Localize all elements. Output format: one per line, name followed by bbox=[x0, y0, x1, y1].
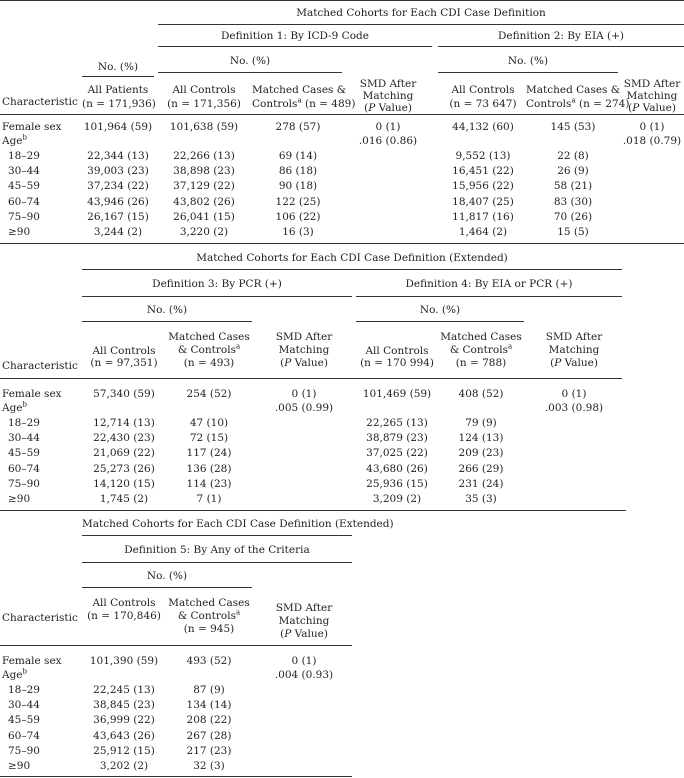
cell: 14,120 (15) bbox=[93, 477, 155, 490]
cell: 25,273 (26) bbox=[93, 462, 155, 475]
cell: 3,202 (2) bbox=[99, 760, 149, 772]
age-group-label: 60–74 bbox=[8, 729, 40, 742]
cell: 217 (23) bbox=[186, 744, 232, 757]
age-group-label: 60–74 bbox=[8, 462, 40, 475]
rule bbox=[82, 587, 252, 588]
col-header: Controls$^a$ (n = 489) bbox=[252, 96, 356, 110]
cell: 38,845 (23) bbox=[93, 699, 155, 712]
col-n: (n = 171,356) bbox=[167, 98, 241, 110]
cell: 47 (10) bbox=[189, 417, 229, 429]
cell: 72 (15) bbox=[189, 432, 229, 445]
cell: 208 (22) bbox=[186, 714, 232, 727]
col-header: All Controls bbox=[451, 84, 515, 96]
cell: 43,802 (26) bbox=[173, 195, 235, 208]
col-header: Matched Cases bbox=[440, 331, 522, 343]
cell: 44,132 (60) bbox=[452, 121, 514, 133]
col-n: (n = 945) bbox=[183, 623, 235, 635]
age-group-label: 60–74 bbox=[8, 195, 40, 208]
cell: 43,946 (26) bbox=[87, 195, 149, 208]
cell: 25,912 (15) bbox=[93, 744, 155, 757]
cell: 83 (30) bbox=[553, 195, 593, 208]
cell: 37,129 (22) bbox=[173, 180, 235, 193]
cell: 22,430 (23) bbox=[93, 432, 155, 445]
cell: 0 (1) bbox=[639, 121, 665, 133]
rule bbox=[82, 562, 352, 563]
cell: 114 (23) bbox=[186, 477, 232, 490]
rule bbox=[158, 24, 684, 25]
rule bbox=[356, 321, 524, 322]
col-n: (n = 788) bbox=[455, 357, 507, 369]
cell: 69 (14) bbox=[278, 150, 318, 162]
cell: 38,879 (23) bbox=[366, 432, 428, 445]
cell: 1,464 (2) bbox=[458, 226, 508, 238]
rule bbox=[438, 46, 684, 47]
no-pct-label: No. (%) bbox=[229, 55, 271, 67]
cell: 231 (24) bbox=[458, 477, 504, 490]
col-header: All Controls bbox=[365, 345, 429, 357]
cell: 408 (52) bbox=[458, 388, 504, 400]
cell: 493 (52) bbox=[186, 655, 232, 667]
characteristic-header: Characteristic bbox=[2, 360, 78, 372]
smd-header: SMD After bbox=[545, 331, 603, 343]
rule bbox=[82, 269, 622, 270]
cell: 15 (5) bbox=[557, 226, 589, 238]
cell: 12,714 (13) bbox=[93, 417, 155, 429]
rule bbox=[0, 243, 684, 244]
rule bbox=[82, 296, 352, 297]
cell: 70 (26) bbox=[553, 210, 593, 223]
cell: 106 (22) bbox=[275, 210, 321, 223]
characteristic-header: Characteristic bbox=[2, 96, 78, 108]
cell: .004 (0.93) bbox=[274, 669, 334, 681]
cell: 3,220 (2) bbox=[179, 226, 229, 238]
smd-header: (P Value) bbox=[364, 102, 412, 114]
smd-header: SMD After bbox=[275, 331, 333, 343]
cell: 0 (1) bbox=[291, 388, 317, 400]
cell: 0 (1) bbox=[375, 121, 401, 133]
smd-header: (P Value) bbox=[628, 102, 676, 114]
female-sex-label: Female sex bbox=[2, 121, 62, 133]
rule bbox=[158, 46, 432, 47]
cell: 22 (8) bbox=[557, 150, 589, 162]
age-group-label: 45–59 bbox=[8, 447, 40, 460]
age-group-label: 18–29 bbox=[8, 150, 40, 162]
smd-header: Matching bbox=[278, 615, 330, 627]
no-pct-label: No. (%) bbox=[146, 304, 188, 316]
rule bbox=[0, 510, 626, 511]
def5-header: Definition 5: By Any of the Criteria bbox=[124, 544, 310, 556]
rule bbox=[356, 296, 622, 297]
smd-header: Matching bbox=[548, 344, 600, 356]
characteristic-header: Characteristic bbox=[2, 612, 78, 624]
rule bbox=[0, 645, 352, 646]
cell: 35 (3) bbox=[465, 493, 497, 505]
cell: 254 (52) bbox=[186, 388, 232, 400]
col-n: (n = 170,846) bbox=[87, 610, 161, 622]
age-group-label: 30–44 bbox=[8, 432, 40, 445]
cell: 16 (3) bbox=[282, 226, 314, 238]
age-group-label: 30–44 bbox=[8, 165, 40, 178]
top-rule bbox=[0, 0, 684, 1]
col-header: All Controls bbox=[172, 84, 236, 96]
rule bbox=[0, 378, 622, 379]
def3-header: Definition 3: By PCR (+) bbox=[152, 278, 282, 290]
col-n: (n = 493) bbox=[183, 357, 235, 369]
no-pct-label: No. (%) bbox=[97, 61, 139, 73]
cell: 278 (57) bbox=[275, 121, 321, 133]
cell: 134 (14) bbox=[186, 699, 232, 712]
rule bbox=[0, 776, 352, 777]
age-group-label: 30–44 bbox=[8, 699, 40, 712]
smd-header: (P Value) bbox=[280, 628, 328, 640]
cell: 7 (1) bbox=[196, 493, 222, 505]
col-header: All Controls bbox=[92, 345, 156, 357]
age-label: Age$^b$ bbox=[2, 400, 28, 414]
age-group-label: 18–29 bbox=[8, 417, 40, 429]
cell: 22,344 (13) bbox=[87, 150, 149, 162]
no-pct-label: No. (%) bbox=[507, 55, 549, 67]
age-group-label: ≥90 bbox=[8, 760, 31, 772]
smd-header: (P Value) bbox=[550, 357, 598, 369]
cell: 18,407 (25) bbox=[452, 195, 514, 208]
col-header: Matched Cases & bbox=[252, 84, 347, 96]
smd-header: Matching bbox=[626, 90, 678, 102]
cell: 122 (25) bbox=[275, 195, 321, 208]
cell: 117 (24) bbox=[186, 447, 232, 460]
cell: .016 (0.86) bbox=[358, 135, 418, 147]
cell: 37,234 (22) bbox=[87, 180, 149, 193]
cell: .018 (0.79) bbox=[622, 135, 682, 147]
cell: .003 (0.98) bbox=[544, 402, 604, 414]
cell: 57,340 (59) bbox=[93, 388, 155, 400]
col-header: Matched Cases & bbox=[526, 84, 621, 96]
no-pct-label: No. (%) bbox=[419, 304, 461, 316]
rule bbox=[82, 321, 252, 322]
cell: 1,745 (2) bbox=[99, 493, 149, 505]
cell: 266 (29) bbox=[458, 462, 504, 475]
cell: 26,167 (15) bbox=[87, 210, 149, 223]
cell: 36,999 (22) bbox=[93, 714, 155, 727]
cell: 26 (9) bbox=[557, 165, 589, 178]
rule bbox=[82, 76, 154, 77]
rule bbox=[158, 72, 342, 73]
age-group-label: 75–90 bbox=[8, 477, 40, 490]
cell: 101,964 (59) bbox=[83, 121, 153, 133]
col-header: All Controls bbox=[92, 597, 156, 609]
age-group-label: 45–59 bbox=[8, 180, 40, 193]
cell: 38,898 (23) bbox=[173, 165, 235, 178]
cell: 101,390 (59) bbox=[89, 655, 159, 667]
cell: 26,041 (15) bbox=[173, 210, 235, 223]
col-header: Controls$^a$ (n = 274) bbox=[526, 96, 630, 110]
col-n: (n = 97,351) bbox=[90, 357, 158, 369]
cell: 86 (18) bbox=[278, 165, 318, 178]
cell: 32 (3) bbox=[193, 760, 225, 772]
def1-header: Definition 1: By ICD-9 Code bbox=[221, 30, 369, 42]
table-3-title: Matched Cohorts for Each CDI Case Definition (Extended) bbox=[82, 518, 394, 530]
cell: 79 (9) bbox=[465, 417, 497, 429]
table-2-title: Matched Cohorts for Each CDI Case Definition (Extended) bbox=[196, 252, 508, 264]
cell: .005 (0.99) bbox=[274, 402, 334, 414]
age-group-label: ≥90 bbox=[8, 493, 31, 505]
cell: 145 (53) bbox=[550, 121, 596, 133]
def2-header: Definition 2: By EIA (+) bbox=[497, 30, 625, 42]
cell: 15,956 (22) bbox=[452, 180, 514, 193]
rule bbox=[0, 114, 684, 115]
col-header: & Controls$^a$ bbox=[177, 342, 241, 356]
col-header: & Controls$^a$ bbox=[177, 608, 241, 622]
age-label: Age$^b$ bbox=[2, 667, 28, 681]
female-sex-label: Female sex bbox=[2, 388, 62, 400]
col-header: Matched Cases bbox=[168, 331, 250, 343]
cell: 136 (28) bbox=[186, 462, 232, 475]
table-1-title: Matched Cohorts for Each CDI Case Definition bbox=[296, 7, 546, 19]
rule bbox=[82, 535, 352, 536]
cell: 267 (28) bbox=[186, 729, 232, 742]
smd-header: Matching bbox=[278, 344, 330, 356]
col-n: (n = 170 994) bbox=[360, 357, 434, 369]
smd-header: (P Value) bbox=[280, 357, 328, 369]
smd-header: SMD After bbox=[623, 78, 681, 90]
cell: 22,245 (13) bbox=[93, 684, 155, 696]
cell: 43,680 (26) bbox=[366, 462, 428, 475]
age-label: Age$^b$ bbox=[2, 133, 28, 147]
cell: 209 (23) bbox=[458, 447, 504, 460]
no-pct-label: No. (%) bbox=[146, 570, 188, 582]
cell: 101,469 (59) bbox=[362, 388, 432, 400]
female-sex-label: Female sex bbox=[2, 655, 62, 667]
cell: 39,003 (23) bbox=[87, 165, 149, 178]
smd-header: Matching bbox=[362, 90, 414, 102]
cell: 16,451 (22) bbox=[452, 165, 514, 178]
col-n: (n = 171,936) bbox=[82, 98, 156, 110]
age-group-label: 75–90 bbox=[8, 210, 40, 223]
age-group-label: 75–90 bbox=[8, 744, 40, 757]
cell: 58 (21) bbox=[553, 180, 593, 193]
cell: 9,552 (13) bbox=[455, 150, 511, 162]
col-header: & Controls$^a$ bbox=[449, 342, 513, 356]
age-group-label: 18–29 bbox=[8, 684, 40, 696]
cell: 22,265 (13) bbox=[366, 417, 428, 429]
cell: 87 (9) bbox=[193, 684, 225, 696]
col-n: (n = 73 647) bbox=[449, 98, 517, 110]
cell: 11,817 (16) bbox=[452, 210, 514, 223]
cell: 37,025 (22) bbox=[366, 447, 428, 460]
cell: 21,069 (22) bbox=[93, 447, 155, 460]
rule bbox=[438, 72, 618, 73]
cell: 101,638 (59) bbox=[169, 121, 239, 133]
cell: 0 (1) bbox=[291, 655, 317, 667]
age-group-label: ≥90 bbox=[8, 226, 31, 238]
cell: 22,266 (13) bbox=[173, 150, 235, 162]
def4-header: Definition 4: By EIA or PCR (+) bbox=[405, 278, 573, 290]
cell: 124 (13) bbox=[458, 432, 504, 445]
smd-header: SMD After bbox=[275, 602, 333, 614]
smd-header: SMD After bbox=[359, 78, 417, 90]
cell: 25,936 (15) bbox=[366, 477, 428, 490]
cell: 90 (18) bbox=[278, 180, 318, 193]
cell: 43,643 (26) bbox=[93, 729, 155, 742]
col-header: Matched Cases bbox=[168, 597, 250, 609]
age-group-label: 45–59 bbox=[8, 714, 40, 727]
cell: 3,209 (2) bbox=[372, 493, 422, 505]
col-header: All Patients bbox=[87, 84, 149, 96]
cell: 3,244 (2) bbox=[93, 226, 143, 238]
cell: 0 (1) bbox=[561, 388, 587, 400]
